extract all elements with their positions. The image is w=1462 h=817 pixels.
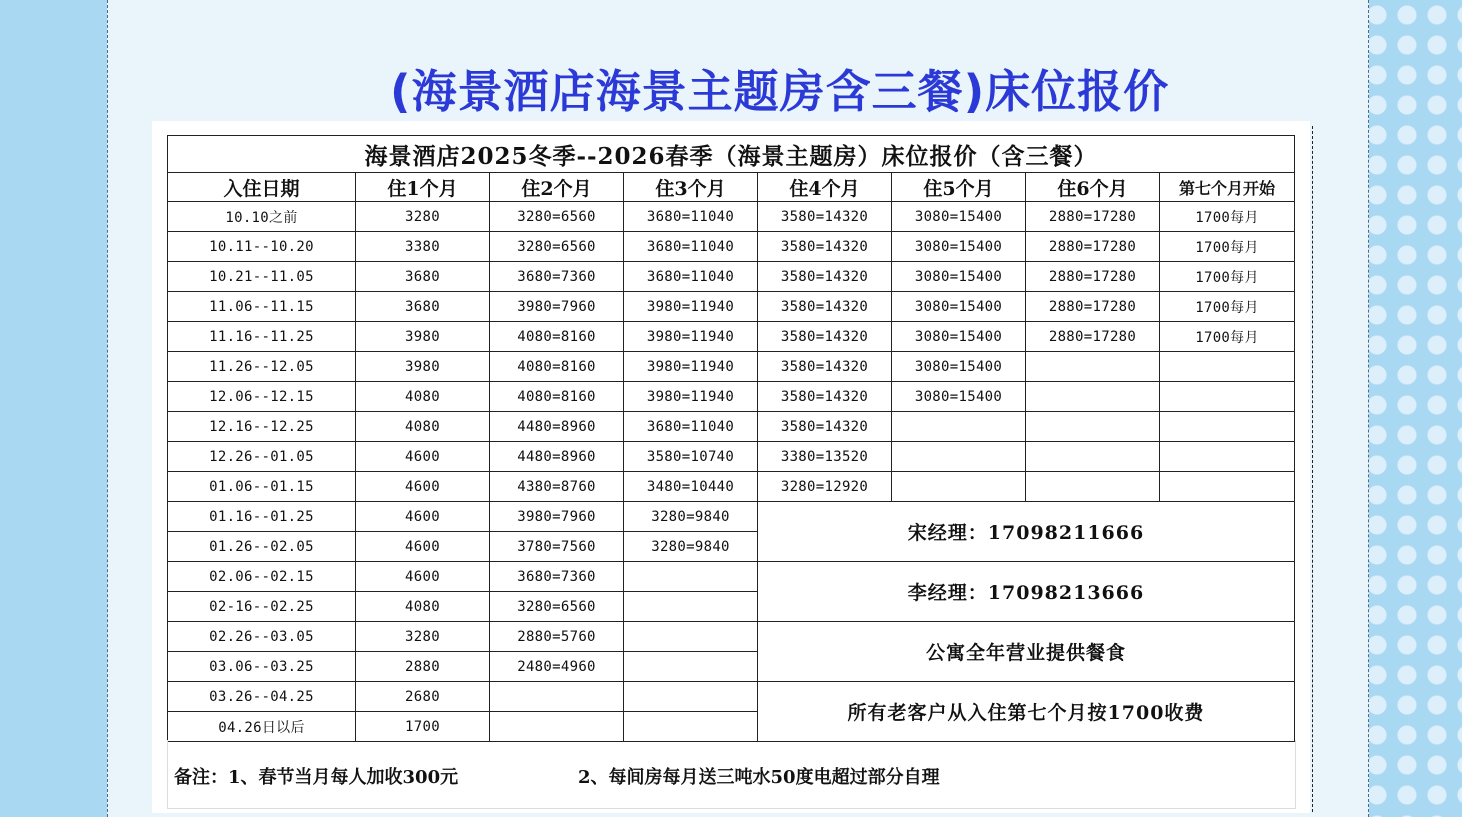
price-cell: 3680=11040 (624, 262, 758, 292)
date-cell: 01.06--01.15 (168, 472, 356, 502)
price-cell (624, 622, 758, 652)
price-cell: 3680 (356, 292, 490, 322)
price-cell: 4080=8160 (490, 382, 624, 412)
price-cell: 1700每月 (1160, 322, 1295, 352)
price-cell (1026, 382, 1160, 412)
price-cell: 4080 (356, 592, 490, 622)
price-cell: 2880=17280 (1026, 292, 1160, 322)
price-cell: 1700每月 (1160, 232, 1295, 262)
price-cell: 4480=8960 (490, 442, 624, 472)
date-cell: 11.16--11.25 (168, 322, 356, 352)
price-cell: 3380=13520 (758, 442, 892, 472)
price-cell (1160, 412, 1295, 442)
price-cell: 3580=14320 (758, 382, 892, 412)
date-cell: 11.06--11.15 (168, 292, 356, 322)
price-cell: 2880=17280 (1026, 202, 1160, 232)
price-table (167, 135, 1295, 742)
price-cell: 3580=14320 (758, 322, 892, 352)
price-cell: 3280=6560 (490, 592, 624, 622)
table-row (168, 382, 1295, 412)
table-row (168, 412, 1295, 442)
remark-utilities: 2、每间房每月送三吨水50度电超过部分自理 (578, 767, 940, 788)
price-cell (892, 412, 1026, 442)
page-headline: (海景酒店海景主题房含三餐)床位报价 (390, 65, 1170, 118)
price-cell (624, 682, 758, 712)
price-cell: 3580=14320 (758, 202, 892, 232)
price-cell: 3280=6560 (490, 202, 624, 232)
price-cell: 2880=17280 (1026, 232, 1160, 262)
column-header: 第七个月开始 (1160, 173, 1295, 202)
date-cell: 10.10之前 (168, 202, 356, 232)
price-cell: 3280=9840 (624, 532, 758, 562)
price-cell: 1700每月 (1160, 262, 1295, 292)
price-cell: 3580=14320 (758, 262, 892, 292)
price-cell (490, 682, 624, 712)
column-header: 住4个月 (758, 173, 892, 202)
price-cell: 4480=8960 (490, 412, 624, 442)
date-cell: 03.26--04.25 (168, 682, 356, 712)
price-cell (1026, 472, 1160, 502)
price-cell: 3980=7960 (490, 292, 624, 322)
date-cell: 01.26--02.05 (168, 532, 356, 562)
price-cell: 3080=15400 (892, 352, 1026, 382)
price-cell: 3980=11940 (624, 382, 758, 412)
date-cell: 02.26--03.05 (168, 622, 356, 652)
table-row (168, 502, 1295, 532)
date-cell: 10.21--11.05 (168, 262, 356, 292)
price-cell: 4080 (356, 382, 490, 412)
column-header: 住2个月 (490, 173, 624, 202)
price-cell: 3280=12920 (758, 472, 892, 502)
price-cell (624, 562, 758, 592)
price-cell: 4080=8160 (490, 352, 624, 382)
price-cell: 3980=11940 (624, 352, 758, 382)
price-cell (1160, 472, 1295, 502)
price-cell (624, 652, 758, 682)
price-cell (490, 712, 624, 742)
date-cell: 12.16--12.25 (168, 412, 356, 442)
table-title: 海景酒店2025冬季--2026春季（海景主题房）床位报价（含三餐） (168, 136, 1295, 173)
price-cell (1160, 442, 1295, 472)
price-cell: 3080=15400 (892, 382, 1026, 412)
price-cell: 4380=8760 (490, 472, 624, 502)
table-row (168, 442, 1295, 472)
price-cell: 3080=15400 (892, 292, 1026, 322)
table-row (168, 292, 1295, 322)
price-cell (892, 442, 1026, 472)
price-cell: 3980 (356, 322, 490, 352)
date-cell: 10.11--10.20 (168, 232, 356, 262)
date-cell: 01.16--01.25 (168, 502, 356, 532)
date-cell: 12.06--12.15 (168, 382, 356, 412)
price-cell: 4600 (356, 562, 490, 592)
price-cell (1026, 442, 1160, 472)
price-cell: 3580=14320 (758, 292, 892, 322)
price-cell: 1700每月 (1160, 292, 1295, 322)
price-cell: 3080=15400 (892, 262, 1026, 292)
price-cell: 4080 (356, 412, 490, 442)
date-cell: 03.06--03.25 (168, 652, 356, 682)
price-cell: 3080=15400 (892, 322, 1026, 352)
price-cell: 3680=11040 (624, 412, 758, 442)
price-cell: 2480=4960 (490, 652, 624, 682)
price-cell: 2880=5760 (490, 622, 624, 652)
price-cell: 2880 (356, 652, 490, 682)
price-cell: 3680=7360 (490, 262, 624, 292)
price-cell: 3580=14320 (758, 232, 892, 262)
price-cell: 3680=7360 (490, 562, 624, 592)
table-row (168, 202, 1295, 232)
price-cell (624, 592, 758, 622)
table-row (168, 562, 1295, 592)
price-cell: 3280 (356, 622, 490, 652)
price-cell: 3280=6560 (490, 232, 624, 262)
price-cell: 2880=17280 (1026, 262, 1160, 292)
date-cell: 04.26日以后 (168, 712, 356, 742)
date-cell: 02-16--02.25 (168, 592, 356, 622)
column-header: 住1个月 (356, 173, 490, 202)
price-cell: 3080=15400 (892, 232, 1026, 262)
date-cell: 12.26--01.05 (168, 442, 356, 472)
note-cell: 公寓全年营业提供餐食 (758, 622, 1295, 682)
price-cell: 3680=11040 (624, 202, 758, 232)
price-cell: 3280 (356, 202, 490, 232)
price-cell (892, 472, 1026, 502)
table-row (168, 472, 1295, 502)
table-row (168, 262, 1295, 292)
note-cell: 所有老客户从入住第七个月按1700收费 (758, 682, 1295, 742)
note-cell: 李经理：17098213666 (758, 562, 1295, 622)
price-cell (1160, 352, 1295, 382)
price-cell: 2880=17280 (1026, 322, 1160, 352)
price-cell: 4600 (356, 502, 490, 532)
table-row (168, 322, 1295, 352)
price-cell: 2680 (356, 682, 490, 712)
table-row (168, 622, 1295, 652)
price-cell: 4600 (356, 472, 490, 502)
table-row (168, 352, 1295, 382)
price-cell: 3980 (356, 352, 490, 382)
price-cell: 3980=11940 (624, 322, 758, 352)
price-cell: 3080=15400 (892, 202, 1026, 232)
column-header: 住3个月 (624, 173, 758, 202)
date-cell: 11.26--12.05 (168, 352, 356, 382)
price-cell: 1700 (356, 712, 490, 742)
column-header: 入住日期 (168, 173, 356, 202)
price-cell: 3780=7560 (490, 532, 624, 562)
price-cell: 3680 (356, 262, 490, 292)
note-cell: 宋经理：17098211666 (758, 502, 1295, 562)
price-cell: 3680=11040 (624, 232, 758, 262)
table-row (168, 682, 1295, 712)
price-cell: 3380 (356, 232, 490, 262)
column-header: 住6个月 (1026, 173, 1160, 202)
remark-box (167, 740, 1296, 809)
price-cell: 4600 (356, 442, 490, 472)
price-cell (1160, 382, 1295, 412)
price-cell: 4600 (356, 532, 490, 562)
column-header: 住5个月 (892, 173, 1026, 202)
price-cell (1026, 352, 1160, 382)
price-cell: 3580=10740 (624, 442, 758, 472)
dot-pattern-decoration (1362, 0, 1462, 817)
price-cell: 3980=7960 (490, 502, 624, 532)
price-cell: 4080=8160 (490, 322, 624, 352)
sheet-edge-marker (1312, 126, 1315, 812)
price-cell: 3580=14320 (758, 352, 892, 382)
price-cell: 3980=11940 (624, 292, 758, 322)
table-row (168, 232, 1295, 262)
price-cell (1026, 412, 1160, 442)
price-cell: 3280=9840 (624, 502, 758, 532)
price-cell (624, 712, 758, 742)
price-cell: 3480=10440 (624, 472, 758, 502)
date-cell: 02.06--02.15 (168, 562, 356, 592)
price-cell: 3580=14320 (758, 412, 892, 442)
remark-spring-festival: 备注：1、春节当月每人加收300元 (174, 767, 459, 788)
price-cell: 1700每月 (1160, 202, 1295, 232)
